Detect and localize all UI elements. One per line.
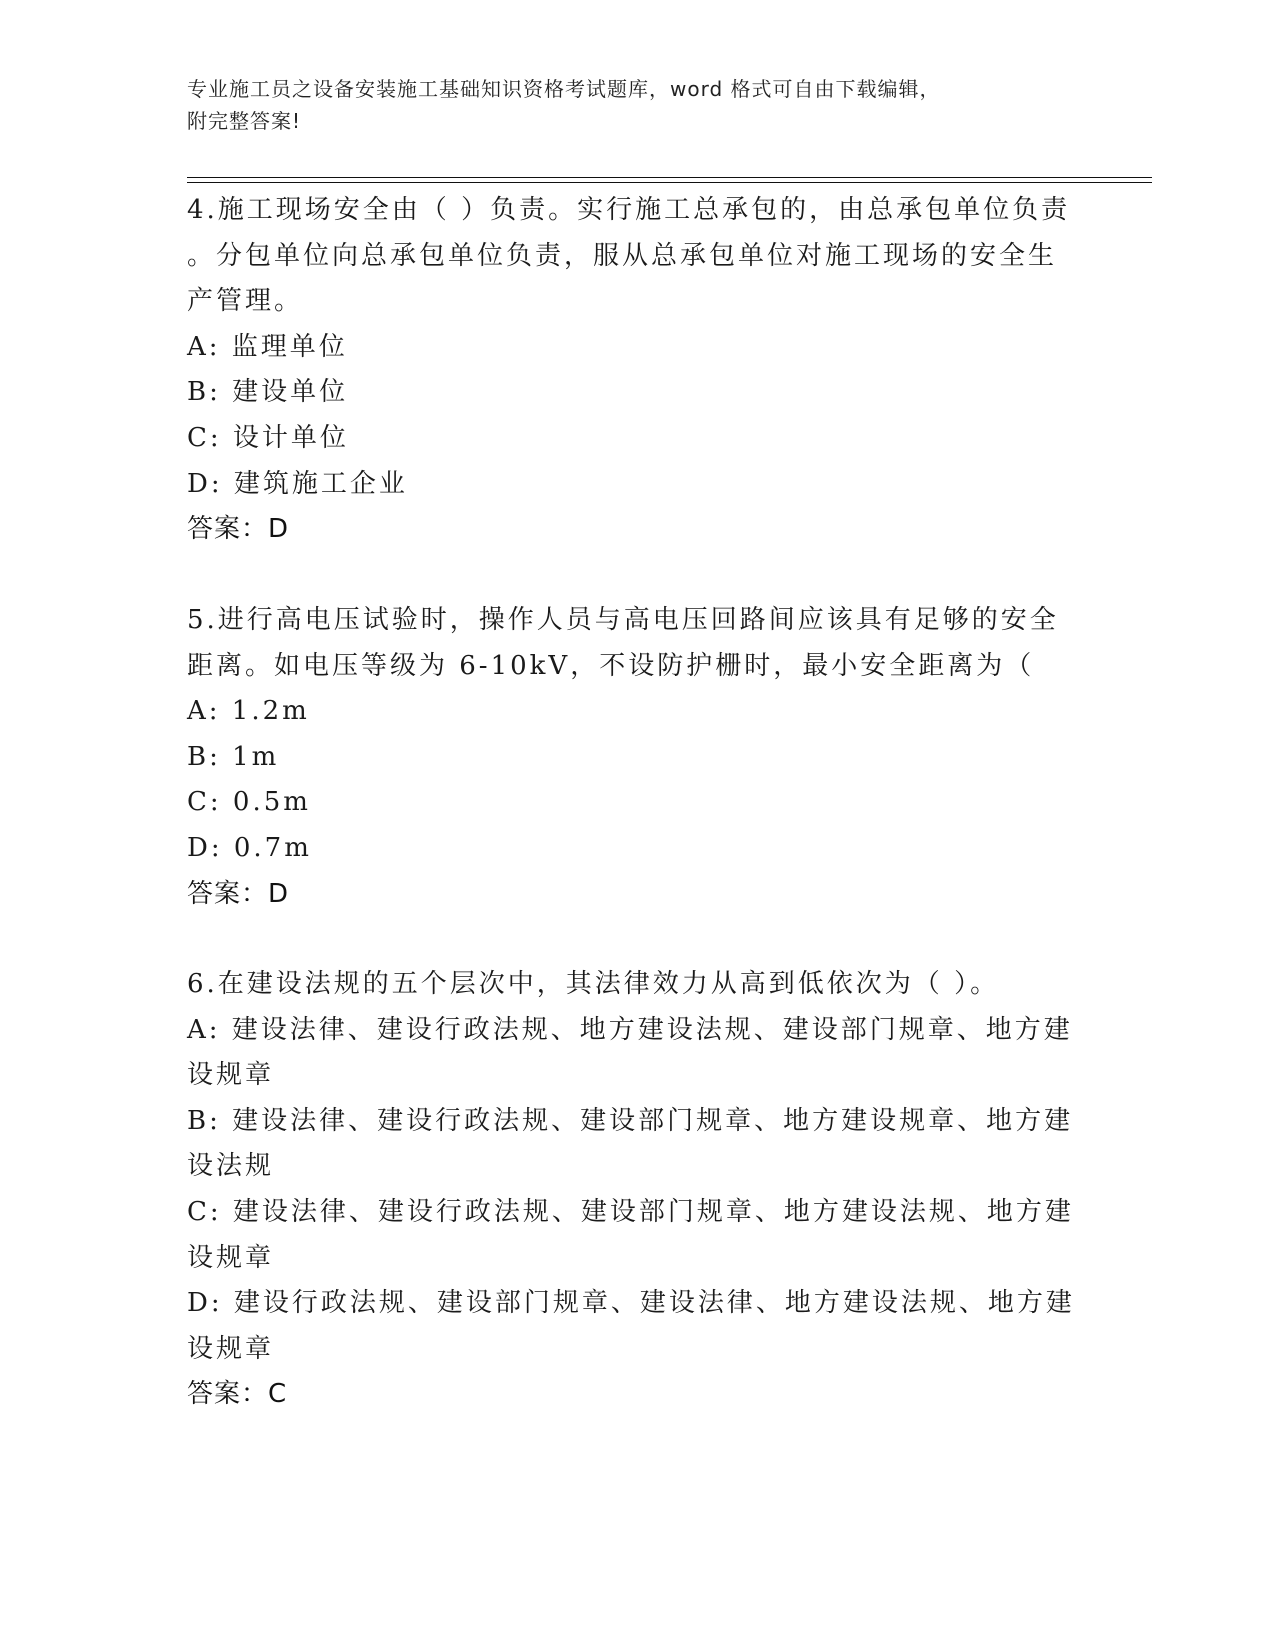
header-line: 专业施工员之设备安装施工基础知识资格考试题库，word 格式可自由下载编辑， [187,77,941,101]
question-text: 6.在建设法规的五个层次中，其法律效力从高到低依次为（ ）。 [187,969,1000,999]
question-text: 4.施工现场安全由（ ）负责。实行施工总承包的，由总承包单位负责 [187,195,1071,225]
option-a: A: 建设法律、建设行政法规、地方建设法规、建设部门规章、地方建 [187,1014,1073,1045]
header-divider [187,177,1152,178]
option-d-continued: 设规章 [187,1333,275,1364]
question-text: 产管理。 [187,286,304,317]
option-b: B: 建设单位 [187,377,349,408]
option-d: D: 建筑施工企业 [187,468,408,499]
option-a: A: 监理单位 [187,331,348,362]
option-b: B: 建设法律、建设行政法规、建设部门规章、地方建设规章、地方建 [187,1105,1074,1136]
option-a: A: 1.2m [187,696,310,727]
option-d: D: 0.7m [187,832,312,863]
option-d: D: 建设行政法规、建设部门规章、建设法律、地方建设法规、地方建 [187,1288,1075,1319]
option-c-continued: 设规章 [187,1242,275,1273]
option-c: C: 建设法律、建设行政法规、建设部门规章、地方建设法规、地方建 [187,1196,1074,1227]
question-text: 。分包单位向总承包单位负责，服从总承包单位对施工现场的安全生 [187,240,1058,271]
answer-text: 答案：D [187,878,290,909]
option-c: C: 设计单位 [187,422,349,453]
question-block [187,188,1077,553]
question-text: 距离。如电压等级为 6-10kV，不设防护栅时，最小安全距离为（ [187,650,1035,681]
option-b: B: 1m [187,741,280,772]
answer-text: 答案：C [187,1379,288,1410]
question-block [187,598,1077,917]
option-b-continued: 设法规 [187,1151,275,1182]
option-c: C: 0.5m [187,787,311,818]
option-a-continued: 设规章 [187,1060,275,1091]
header-divider [187,182,1152,183]
question-block [187,962,1077,1418]
header-line: 附完整答案! [187,109,302,133]
answer-text: 答案：D [187,514,290,545]
document-header [187,73,1067,137]
question-text: 5.进行高电压试验时，操作人员与高电压回路间应该具有足够的安全 [187,605,1059,635]
